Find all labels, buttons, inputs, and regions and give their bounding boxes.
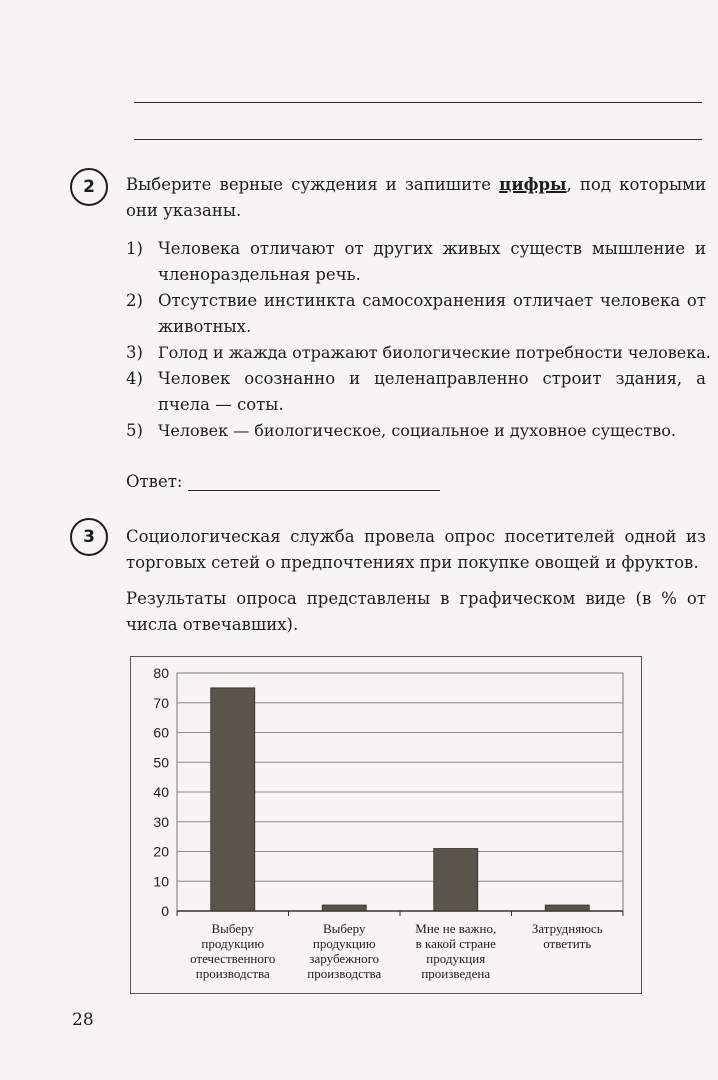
y-tick-label: 40 [153, 784, 169, 800]
x-tick-label-line: производства [195, 966, 270, 981]
prompt-emphasis: цифры [499, 175, 567, 194]
statement-text: Отсутствие инстинкта самосохранения отличает человека от животных. [158, 291, 706, 336]
x-tick-label [415, 921, 496, 981]
answer-line-1[interactable] [134, 102, 702, 103]
answer-input-line[interactable] [188, 470, 440, 491]
x-tick-label-line: Мне не важно, [415, 921, 497, 936]
question-number-2: 2 [70, 168, 108, 206]
statement-item [126, 340, 711, 366]
statement-number: 2) [126, 291, 143, 310]
prompt-text-after: , под которыми они указаны. [126, 175, 706, 220]
x-tick-label [307, 921, 381, 981]
answer-row [126, 470, 440, 491]
statement-number: 1) [126, 239, 143, 258]
x-tick-label-line: продукцию [312, 936, 376, 951]
x-tick-label-line: отечественного [190, 951, 276, 966]
x-tick-label-line: ответить [543, 936, 592, 951]
question-number-3: 3 [70, 518, 108, 556]
answer-label: Ответ: [126, 472, 183, 491]
bar [434, 849, 478, 911]
bar [322, 905, 366, 911]
y-tick-label: 60 [153, 724, 169, 741]
statement-item [126, 288, 706, 340]
y-tick-label: 20 [153, 843, 169, 860]
x-tick-label [190, 921, 275, 981]
statement-item [126, 418, 706, 444]
question-3-paragraph-2: Результаты опроса представлены в графическом виде (в % от числа отвечавших). [126, 589, 706, 634]
question-2-prompt [126, 172, 706, 224]
bar [545, 905, 589, 911]
x-tick-label-line: Затрудняюсь [531, 921, 603, 936]
question-3-paragraph-1: Социологическая служба провела опрос посетителей одной из торговых сетей о предпочтениях при покупке овощей и фруктов. [126, 527, 706, 572]
x-tick-label-line: произведена [421, 966, 491, 981]
y-tick-label: 50 [153, 754, 169, 771]
y-tick-label: 80 [153, 665, 169, 681]
statement-item [126, 236, 706, 288]
page-number: 28 [72, 1010, 94, 1030]
statement-text: Голод и жажда отражают биологические потребности человека. [158, 343, 711, 362]
prompt-text-before: Выберите верные суждения и запишите [126, 175, 500, 194]
statement-text: Человек осознанно и целенаправленно строит здания, а пчела — соты. [158, 369, 706, 414]
statement-item [126, 366, 706, 418]
y-tick-label: 0 [161, 903, 169, 919]
x-tick-label [532, 921, 603, 951]
y-tick-label: 70 [153, 694, 169, 711]
y-tick-label: 30 [153, 813, 169, 830]
x-tick-label-line: Выберу [323, 921, 366, 936]
statement-number: 5) [126, 421, 143, 440]
x-tick-label-line: производства [307, 966, 382, 981]
statement-number: 4) [126, 369, 143, 388]
x-tick-label-line: в какой стране [415, 936, 496, 951]
survey-chart [130, 656, 642, 994]
x-tick-label-line: зарубежного [309, 951, 380, 966]
answer-line-2[interactable] [134, 139, 702, 140]
x-tick-label-line: Выберу [211, 921, 254, 936]
statement-text: Человека отличают от других живых существ мышление и членораздельная речь. [158, 239, 706, 284]
statement-text: Человек — биологическое, социальное и духовное существо. [158, 421, 676, 440]
x-tick-label-line: продукцию [201, 936, 265, 951]
statement-list [126, 236, 711, 444]
survey-bar-chart [131, 657, 641, 993]
y-tick-label: 10 [153, 873, 169, 890]
x-tick-label-line: продукция [426, 951, 486, 966]
bar [211, 688, 255, 911]
statement-number: 3) [126, 343, 143, 362]
